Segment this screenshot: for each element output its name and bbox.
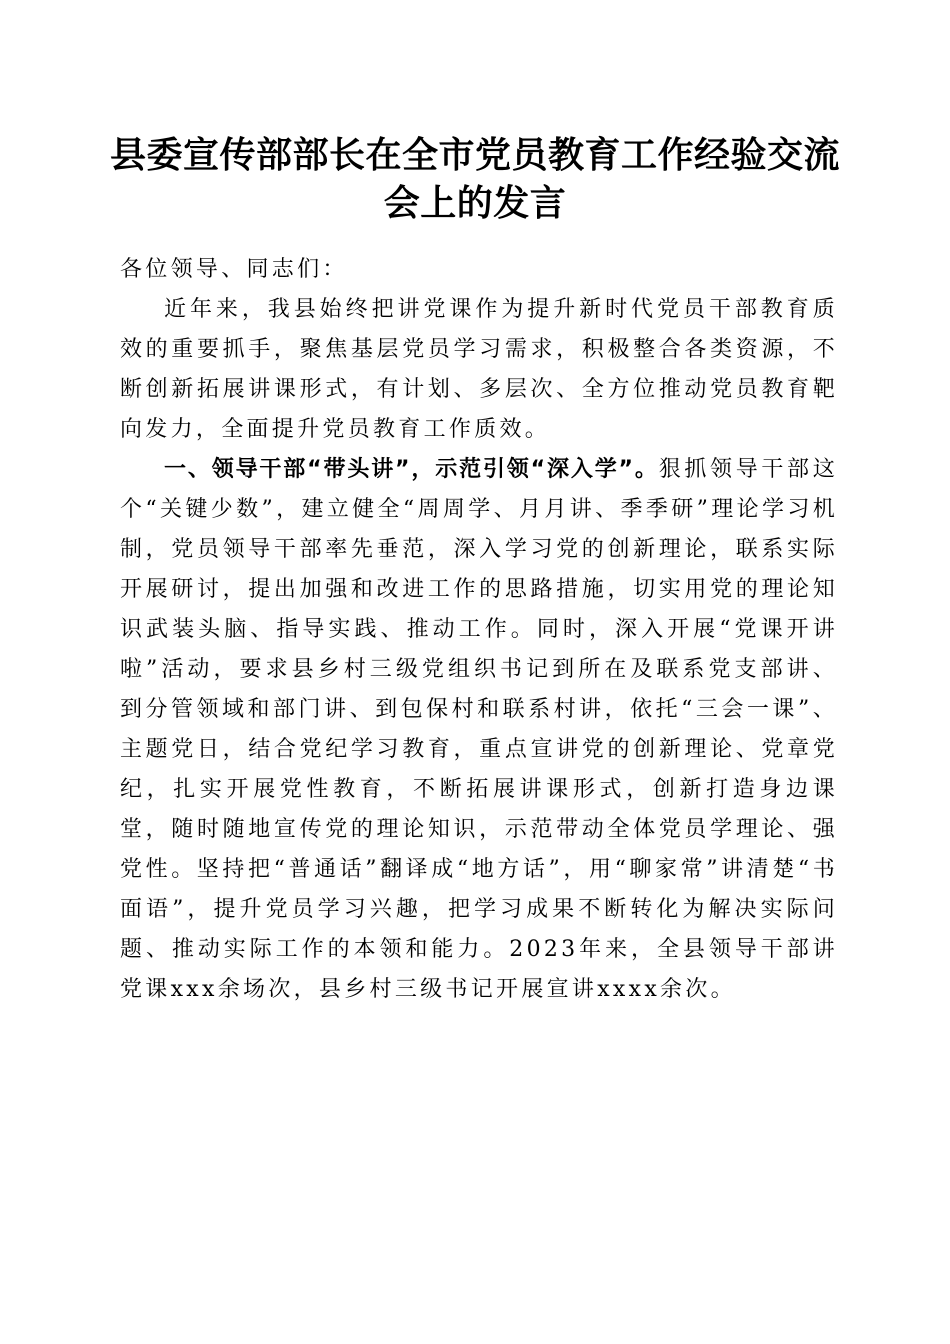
title-line-1: 县委宣传部部长在全市党员教育工作经验交流 bbox=[109, 134, 840, 176]
document-title bbox=[100, 131, 850, 227]
section-1-paragraph bbox=[120, 450, 838, 1010]
salutation: 各位领导、同志们： bbox=[120, 257, 348, 282]
intro-paragraph: 近年来，我县始终把讲党课作为提升新时代党员干部教育质效的重要抓手，聚焦基层党员学习需求，积极整合各类资源，不断创新拓展讲课形式，有计划、多层次、全方位推动党员教育靶向发力，全面提升党员教育工作质效。 bbox=[120, 297, 838, 442]
document-body bbox=[120, 250, 838, 1010]
title-line-2: 会上的发言 bbox=[383, 182, 567, 224]
section-1-heading: 一、领导干部“带头讲”，示范引领“深入学”。 bbox=[164, 457, 659, 482]
section-1-body: 狠抓领导干部这个“关键少数”，建立健全“周周学、月月讲、季季研”理论学习机制，党员领导干部率先垂范，深入学习党的创新理论，联系实际开展研讨，提出加强和改进工作的思路措施，切实用党的理论知识武装头脑、指导实践、推动工作。同时，深入开展“党课开讲啦”活动，要求县乡村三级党组织书记到所在及联系党支部讲、到分管领域和部门讲、到包保村和联系村讲，依托“三会一课”、主题党日，结合党纪学习教育，重点宣讲党的创新理论、党章党纪，扎实开展党性教育，不断拓展讲课形式，创新打造身边课堂，随时随地宣传党的理论知识，示范带动全体党员学理论、强党性。坚持把“普通话”翻译成“地方话”，用“聊家常”讲清楚“书面语”，提升党员学习兴趣，把学习成果不断转化为解决实际问题、推动实际工作的本领和能力。2023年来，全县领导干部讲党课xxx余场次，县乡村三级书记开展宣讲xxxx余次。 bbox=[120, 457, 838, 1002]
